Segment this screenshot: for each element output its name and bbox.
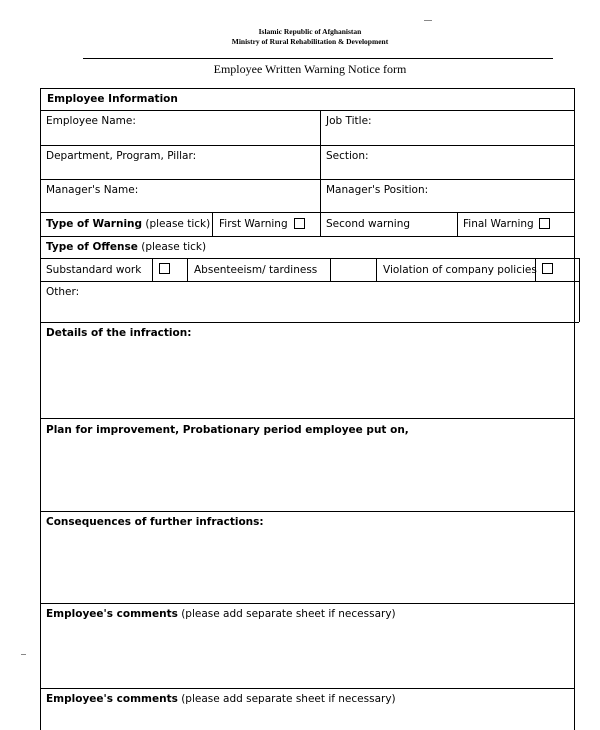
form-title: Employee Written Warning Notice form [213, 62, 407, 76]
section-field[interactable]: Section: [326, 150, 369, 162]
table-line [40, 145, 574, 146]
employee-info-title: Employee Information [47, 93, 178, 105]
table-line [40, 258, 574, 259]
employee-name-field[interactable]: Employee Name: [46, 115, 136, 127]
employee-comments-hint-1: (please add separate sheet if necessary) [181, 608, 396, 620]
table-border-right [574, 88, 575, 730]
first-warning-checkbox[interactable] [294, 218, 305, 229]
table-line [40, 688, 574, 689]
department-field[interactable]: Department, Program, Pillar: [46, 150, 197, 162]
final-warning-checkbox[interactable] [539, 218, 550, 229]
violation-checkbox[interactable] [542, 263, 553, 274]
table-border-left [40, 88, 41, 730]
table-line [212, 212, 213, 236]
decorative-mark [21, 654, 26, 655]
improvement-plan-field[interactable]: Plan for improvement, Probationary period employee put on, [46, 424, 409, 436]
table-border-ext-top [574, 258, 579, 259]
employee-comments-field-2[interactable] [46, 693, 396, 705]
table-line [40, 418, 574, 419]
consequences-field[interactable]: Consequences of further infractions: [46, 516, 264, 528]
offense-type-hint: (please tick) [141, 241, 207, 253]
details-infraction-field[interactable]: Details of the infraction: [46, 327, 192, 339]
substandard-work-label: Substandard work [46, 264, 142, 276]
table-line [152, 258, 153, 281]
employee-comments-hint-2: (please add separate sheet if necessary) [181, 693, 396, 705]
violation-label: Violation of company policies [383, 264, 537, 276]
table-line [457, 212, 458, 236]
table-line [40, 236, 574, 237]
table-line [40, 212, 574, 213]
offense-type-title: Type of Offense [46, 241, 138, 253]
manager-name-field[interactable]: Manager's Name: [46, 184, 139, 196]
decorative-mark [424, 20, 432, 21]
employee-comments-field-1[interactable] [46, 608, 396, 620]
header-divider [83, 58, 553, 59]
table-line [40, 281, 579, 282]
table-line [40, 322, 574, 323]
employee-comments-title-1: Employee's comments [46, 608, 178, 620]
table-line [187, 258, 188, 281]
warning-type-hint: (please tick) [145, 218, 211, 230]
absenteeism-label: Absenteeism/ tardiness [194, 264, 318, 276]
manager-position-field[interactable]: Manager's Position: [326, 184, 429, 196]
substandard-work-checkbox[interactable] [159, 263, 170, 274]
first-warning-label: First Warning [219, 218, 288, 230]
table-line [40, 603, 574, 604]
table-line [376, 258, 377, 281]
other-field[interactable]: Other: [46, 286, 80, 298]
table-line [40, 110, 574, 111]
second-warning-label: Second warning [326, 218, 411, 230]
header-org-line2: Ministry of Rural Rehabilitation & Development [231, 37, 389, 46]
table-border-right-ext [579, 258, 580, 322]
table-border-ext-bottom [574, 322, 579, 323]
warning-type-label [46, 218, 210, 230]
warning-type-title: Type of Warning [46, 218, 143, 230]
table-line [320, 110, 321, 212]
employee-comments-title-2: Employee's comments [46, 693, 178, 705]
table-line [40, 511, 574, 512]
final-warning-label: Final Warning [463, 218, 534, 230]
header-org-line1: Islamic Republic of Afghanistan [258, 27, 362, 36]
offense-type-label [46, 241, 206, 253]
table-line [330, 258, 331, 281]
table-line [320, 212, 321, 236]
job-title-field[interactable]: Job Title: [326, 115, 372, 127]
table-line [40, 179, 574, 180]
table-line [40, 88, 574, 89]
